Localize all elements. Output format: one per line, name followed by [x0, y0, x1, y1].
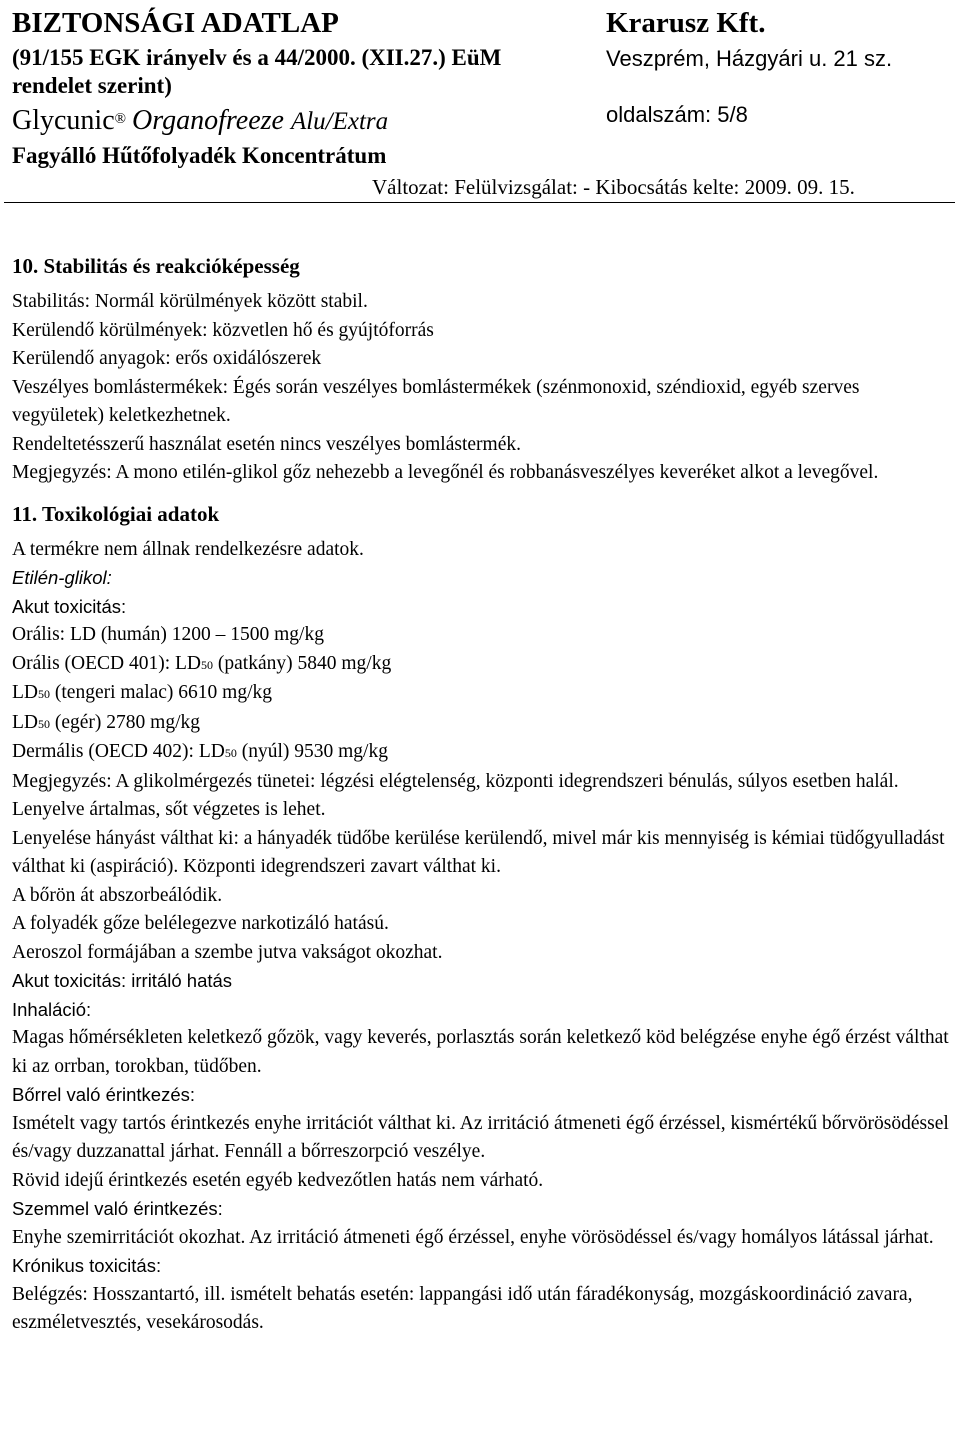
no-data-line: A termékre nem állnak rendelkezésre adatok.	[12, 538, 364, 560]
regulation-line-1: (91/155 EGK irányelv és a 44/2000. (XII.27.) EüM	[12, 45, 502, 70]
substance-name: Etilén-glikol:	[12, 567, 112, 588]
section-10-title: 10. Stabilitás és reakcióképesség	[12, 254, 300, 278]
acute-toxicity-label: Akut toxicitás:	[12, 595, 127, 617]
stability-line: Stabilitás: Normál körülmények között stabil.	[12, 291, 368, 312]
normal-use-line: Rendeltetésszerű használat esetén nincs veszélyes bomlástermék.	[12, 433, 521, 455]
skin-contact-text: Ismételt vagy tartós érintkezés enyhe irritációt válthat ki. Az irritáció átmeneti égő érzéssel, kismértékű bőrvörösödéssel és/vagy duzzanattal járhat. Fennáll a bőrreszorpció veszélye.	[12, 1112, 949, 1162]
product-name: Fagyálló Hűtőfolyadék Koncentrátum	[12, 143, 387, 168]
regulation-line-2: rendelet szerint)	[12, 73, 172, 98]
poisoning-note: Megjegyzés: A glikolmérgezés tünetei: légzési elégtelenség, központi idegrendszeri bénulás, súlyos esetben halál.	[12, 770, 899, 792]
oral-oecd-line: Orális (OECD 401): LD50 (patkány) 5840 mg/kg	[12, 652, 392, 674]
dermal-line: Dermális (OECD 402): LD50 (nyúl) 9530 mg/kg	[12, 741, 388, 762]
guinea-pig-line: LD50 (tengeri malac) 6610 mg/kg	[12, 682, 273, 703]
aerosol-line: Aeroszol formájában a szembe jutva vakságot okozhat.	[12, 941, 443, 963]
registered-mark: ®	[114, 111, 127, 127]
acute-irritant-line: Akut toxicitás: irritáló hatás	[12, 970, 233, 991]
header-divider	[4, 202, 955, 203]
product-line: Organofreeze	[132, 105, 284, 136]
skin-short-contact-text: Rövid idejű érintkezés esetén egyéb kedvezőtlen hatás nem várható.	[12, 1169, 544, 1191]
version-info: Változat: Felülvizsgálat: - Kibocsátás kelte: 2009. 09. 15.	[372, 175, 855, 199]
decomposition-line: Veszélyes bomlástermékek: Égés során veszélyes bomlástermékek (szénmonoxid, széndioxid, egyéb szerves vegyületek) keletkezhetnek.	[12, 376, 860, 426]
product-variant: Alu/Extra	[290, 108, 389, 135]
inhalation-label: Inhaláció:	[12, 998, 92, 1020]
product-brand: Glycunic	[12, 105, 115, 136]
document-body	[12, 252, 952, 1338]
avoid-conditions-line: Kerülendő körülmények: közvetlen hő és gyújtóforrás	[12, 319, 434, 341]
avoid-materials-line: Kerülendő anyagok: erős oxidálószerek	[12, 348, 322, 369]
mouse-line: LD50 (egér) 2780 mg/kg	[12, 711, 201, 733]
eye-contact-text: Enyhe szemirritációt okozhat. Az irritáció átmeneti égő érzéssel, enyhe vörösödéssel és/vagy homályos látással járhat.	[12, 1226, 934, 1248]
inhalation-text: Magas hőmérsékleten keletkező gőzök, vagy keverés, porlasztás során keletkező köd belégzése enyhe égő érzést válthat ki az orrban, torokban, tüdőben.	[12, 1027, 949, 1077]
vapor-line: A folyadék gőze belélegezve narkotizáló hatású.	[12, 913, 389, 934]
skin-contact-label: Bőrrel való érintkezés:	[12, 1084, 196, 1105]
chronic-toxicity-label: Krónikus toxicitás:	[12, 1255, 162, 1276]
company-address: Veszprém, Házgyári u. 21 sz.	[606, 46, 893, 71]
eye-contact-label: Szemmel való érintkezés:	[12, 1198, 223, 1219]
document-header	[0, 0, 960, 204]
page-number: oldalszám: 5/8	[606, 102, 748, 127]
swallow-vomit-line: Lenyelése hányást válthat ki: a hányadék tüdőbe kerülése kerülendő, mivel már kis mennyiség is kémiai tüdőgyulladást válthat ki (aspiráció). Központi idegrendszeri zavart válthat ki.	[12, 827, 945, 877]
product-title	[12, 104, 388, 139]
chronic-toxicity-text: Belégzés: Hosszantartó, ill. ismételt behatás esetén: lappangási idő után fáradékonyság, mozgáskoordináció zavara, eszméletvesztés, vesekárosodás.	[12, 1283, 913, 1333]
swallow-harmful-line: Lenyelve ártalmas, sőt végzetes is lehet.	[12, 799, 326, 820]
document-title: BIZTONSÁGI ADATLAP	[12, 7, 339, 39]
company-name: Krarusz Kft.	[606, 7, 766, 39]
section-10-note: Megjegyzés: A mono etilén-glikol gőz nehezebb a levegőnél és robbanásveszélyes keveréket alkot a levegővel.	[12, 462, 879, 483]
oral-human-line: Orális: LD (humán) 1200 – 1500 mg/kg	[12, 624, 324, 645]
skin-absorb-line: A bőrön át abszorbeálódik.	[12, 884, 223, 906]
section-11-title: 11. Toxikológiai adatok	[12, 501, 220, 526]
